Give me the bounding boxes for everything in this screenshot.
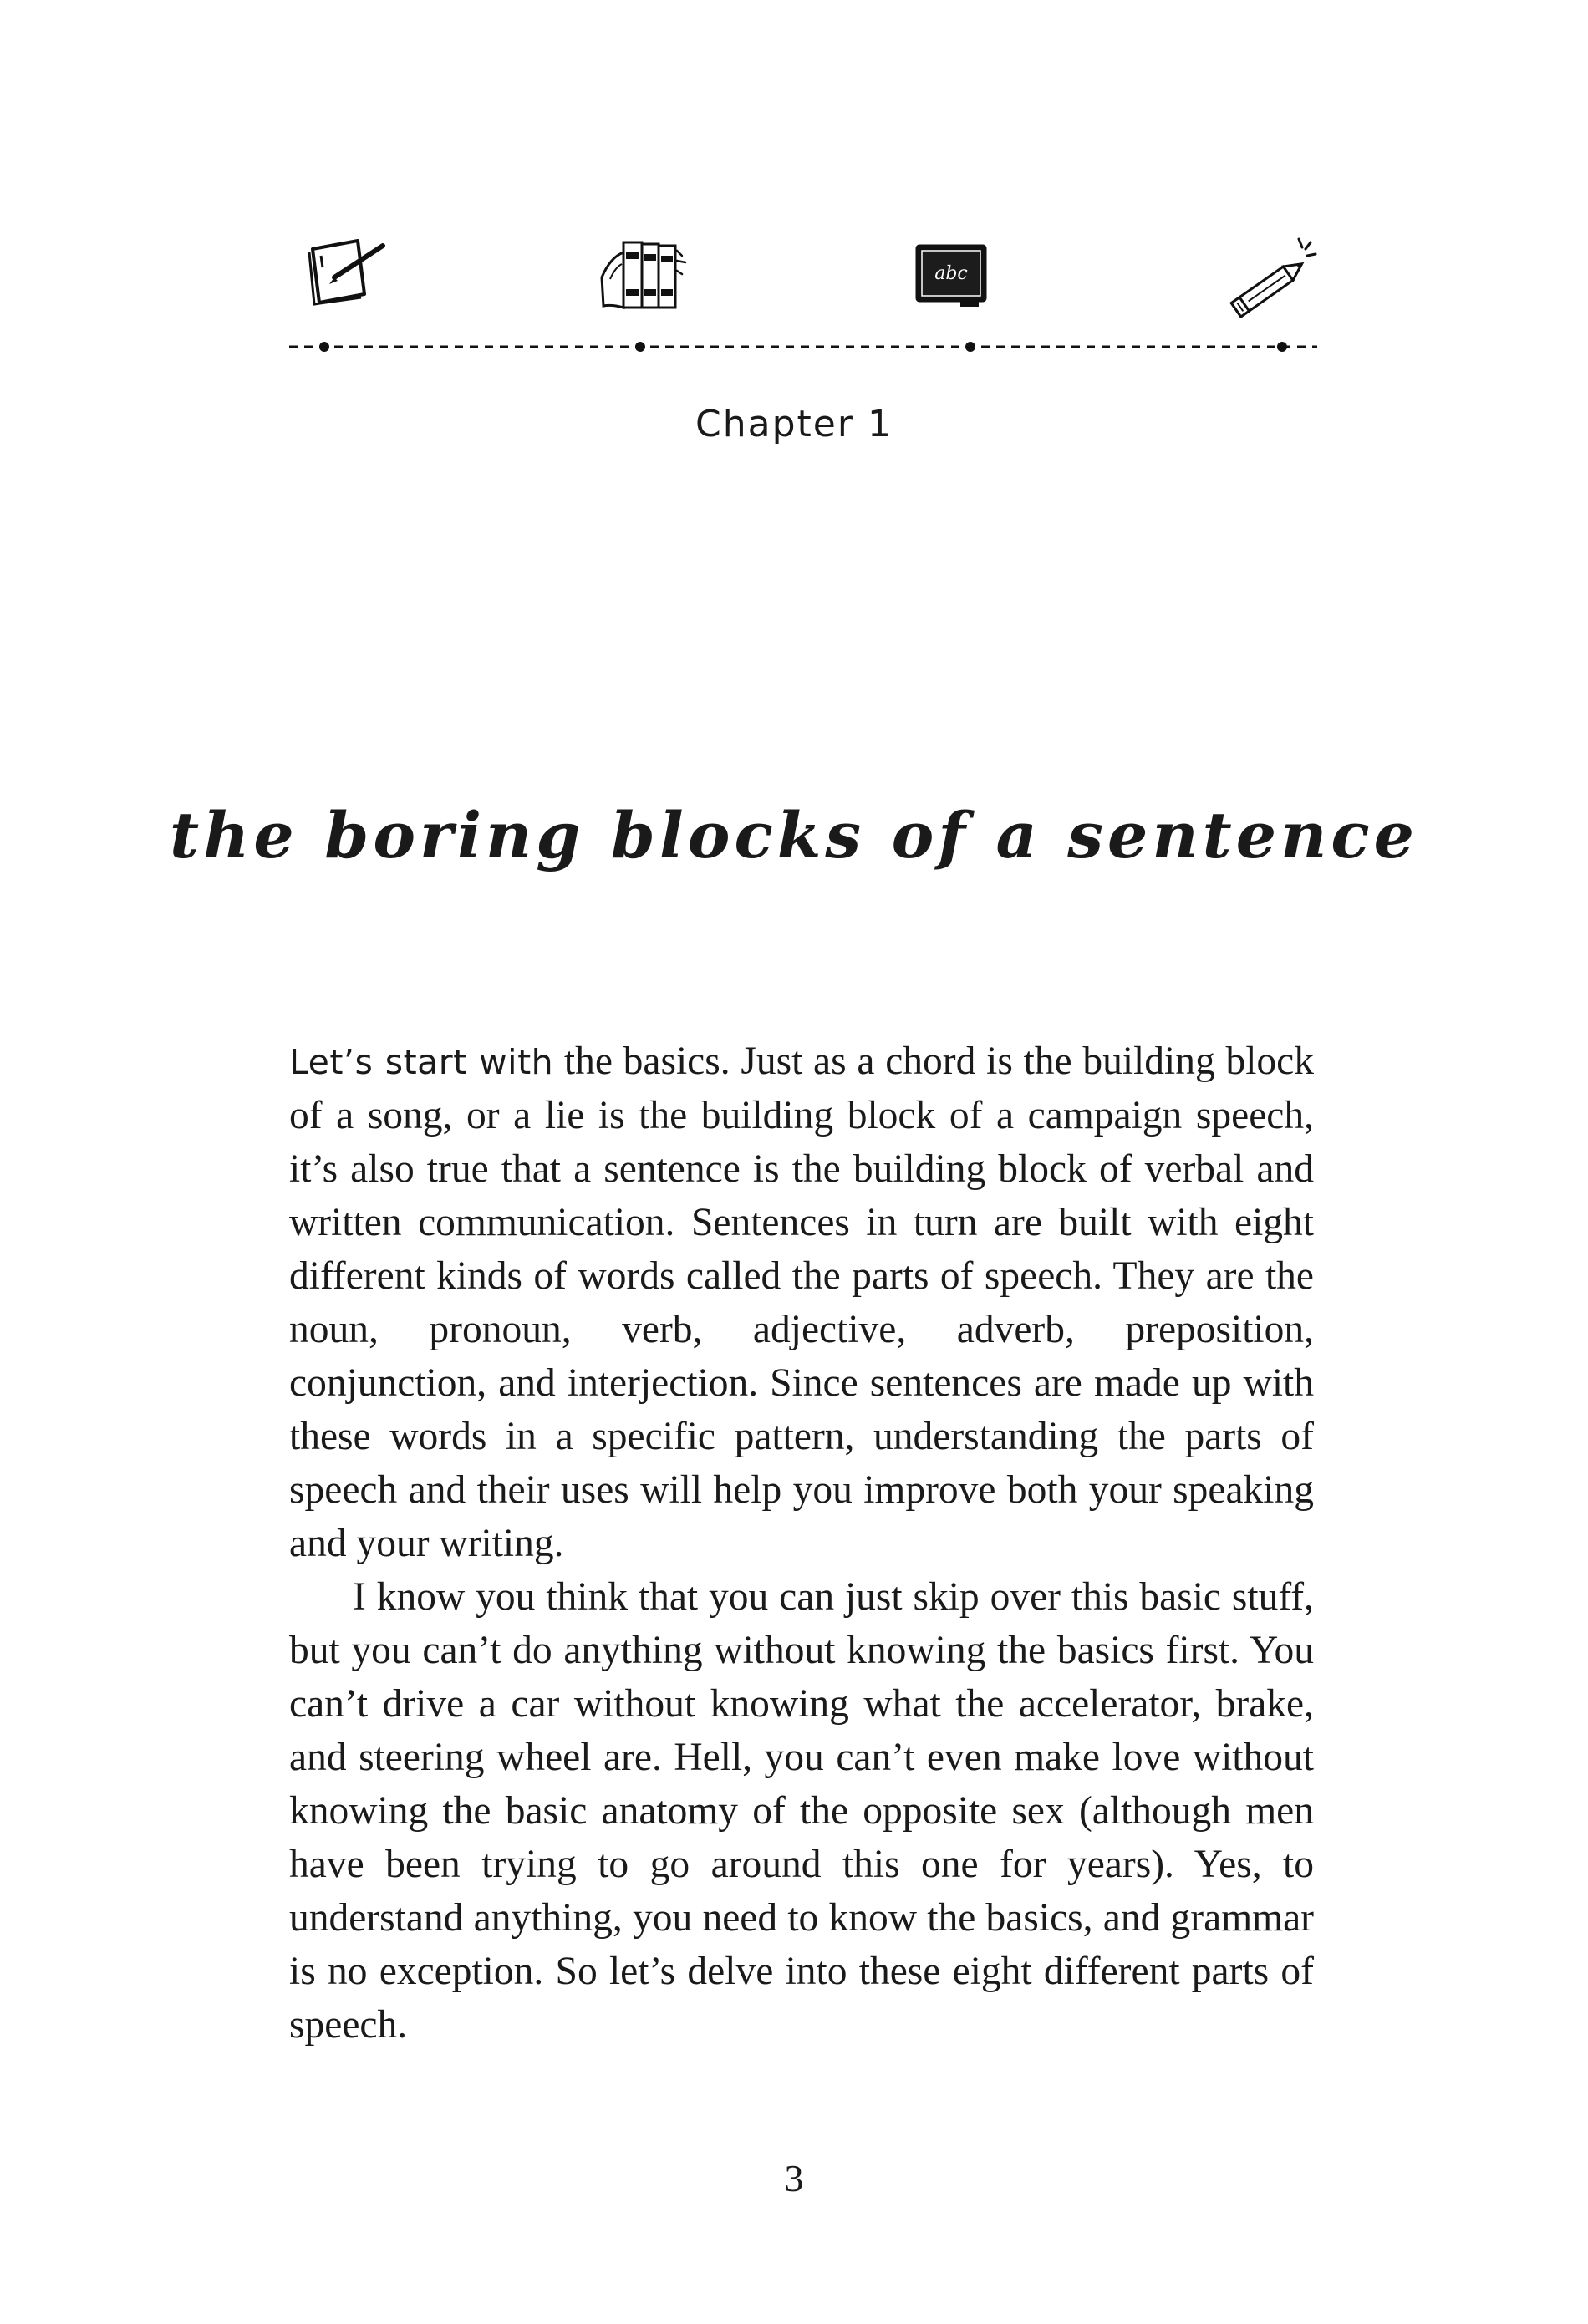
paragraph-text: the basics. Just as a chord is the building block of a song, or a lie is the building block of a campaign speech, it’s also true that a sentence is the building block of verbal and written communication. Sentences in turn are built with eight different kinds of words called the parts of speech. They are the noun, pronoun, verb, adjective, adverb, preposition, conjunction, and interjection. Since sentences are made up with these words in a specific pattern, understanding the parts of speech and their uses will help you improve both your speaking and your writing.	[289, 1040, 1314, 1565]
svg-text:abc: abc	[934, 263, 968, 284]
dotted-divider	[289, 341, 1317, 353]
notepad-pencil-icon	[306, 234, 389, 309]
chapter-title: the boring blocks of a sentence	[170, 798, 1418, 872]
lead-in-text: Let’s start with	[289, 1042, 554, 1082]
chapter-header-ornaments	[289, 226, 1317, 359]
paragraph: I know you think that you can just skip over this basic stuff, but you can’t do anything without knowing the basics first. You can’t drive a car without knowing what the accelerator, brake, and steering wheel are. Hell, you can’t even make love without knowing the basic anatomy of the opposite sex (although men have been trying to go around this one for years). Yes, to understand anything, you need to know the basics, and grammar is no exception. So let’s delve into these eight different parts of speech.	[289, 1575, 1314, 2047]
pencil-icon	[1217, 234, 1317, 318]
paragraph	[289, 1035, 1314, 1570]
chapter-number: Chapter 1	[695, 403, 893, 445]
page-number: 3	[784, 2157, 804, 2199]
body-text	[289, 1035, 1314, 2052]
books-icon	[598, 227, 690, 311]
chalkboard-icon	[912, 242, 991, 309]
